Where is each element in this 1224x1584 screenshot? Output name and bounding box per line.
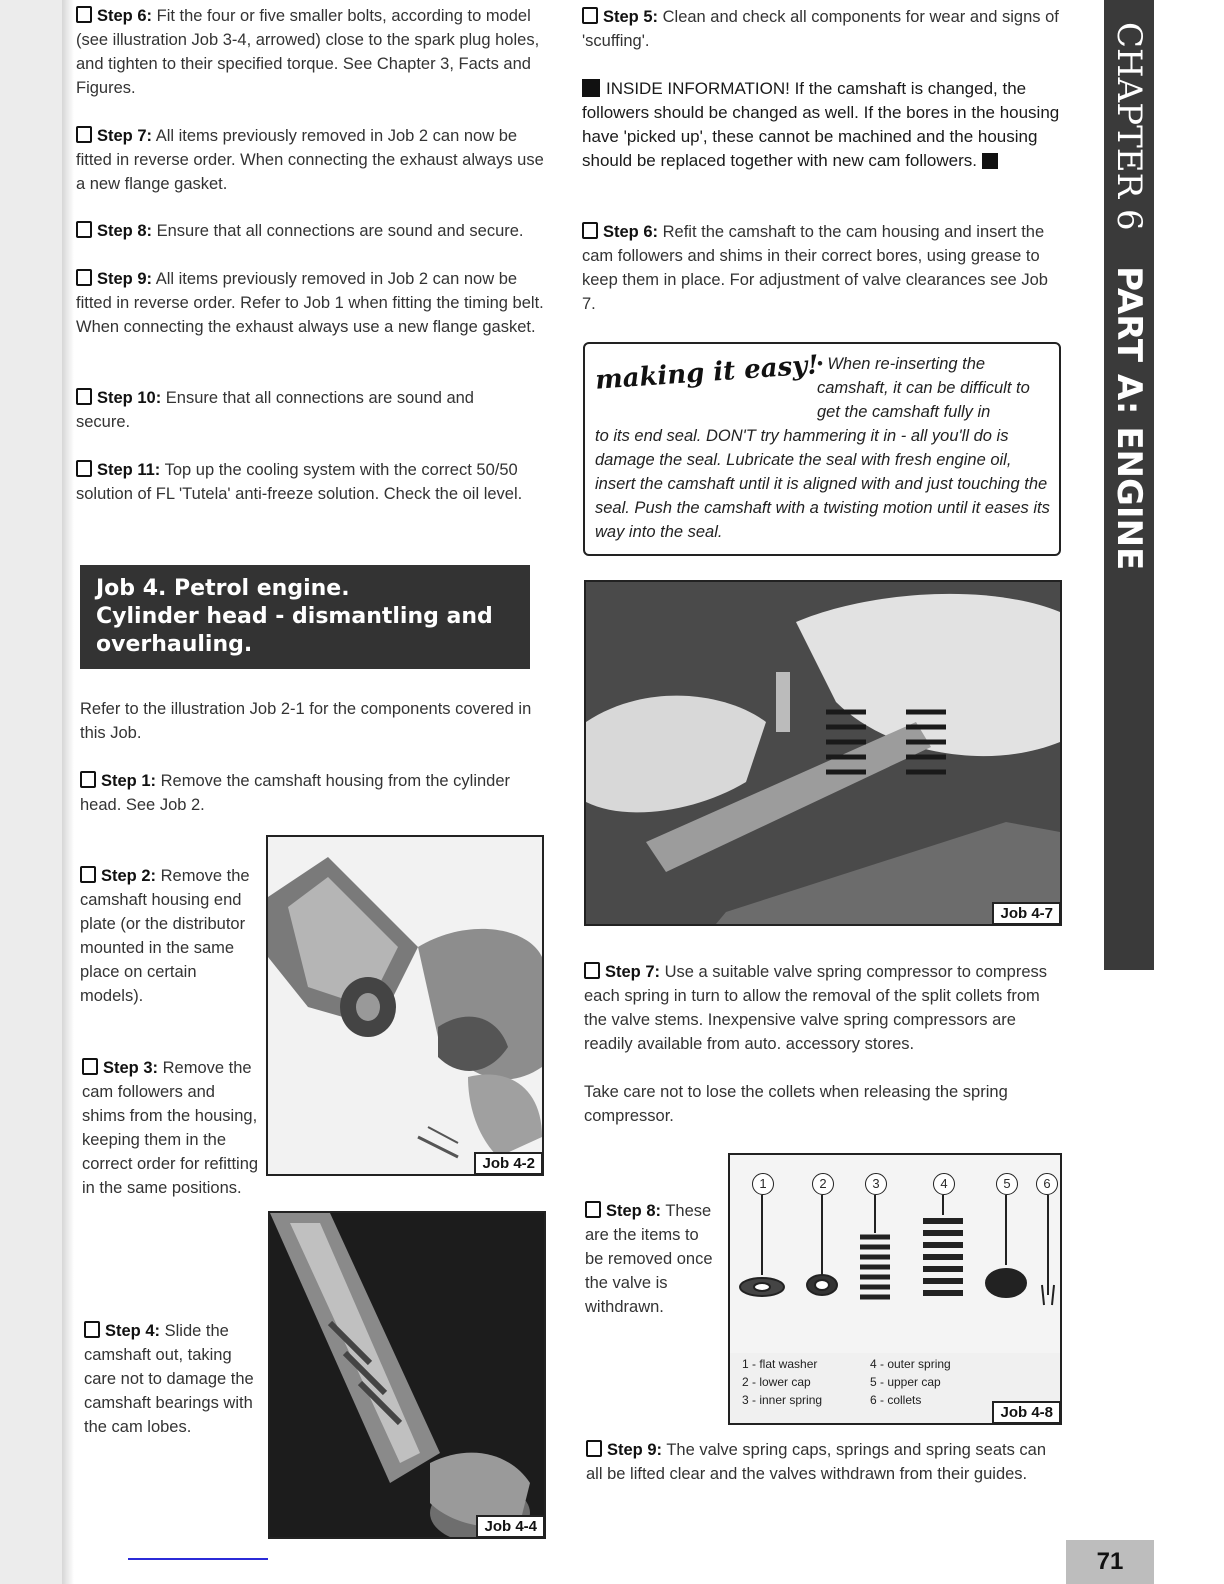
step-label: Step 3: bbox=[103, 1059, 159, 1077]
checkbox-icon bbox=[80, 866, 96, 883]
step-text: Remove the cam followers and shims from the housing, keeping them in the correct order for refitting in the same positions. bbox=[82, 1059, 259, 1197]
step-label: Step 10: bbox=[97, 389, 162, 407]
footer-rule bbox=[128, 1558, 268, 1560]
step-6-paragraph bbox=[76, 4, 546, 100]
item-number-badge: 4 bbox=[933, 1173, 955, 1195]
item-number-badge: 6 bbox=[1036, 1173, 1058, 1195]
step-text: Refit the camshaft to the cam housing and insert the cam followers and shims in their correct bores, using grease to keep them in place. For adjustment of valve clearances see Job 7. bbox=[582, 223, 1048, 313]
legend-column-2 bbox=[870, 1355, 951, 1409]
step-label: Step 6: bbox=[97, 7, 153, 25]
checkbox-icon bbox=[585, 1201, 601, 1218]
step-text: All items previously removed in Job 2 can now be fitted in reverse order. When connecting the exhaust always use a new flange gasket. bbox=[76, 127, 544, 193]
photo-caption: Job 4-4 bbox=[476, 1515, 545, 1538]
step-label: Step 9: bbox=[607, 1441, 663, 1459]
checkbox-icon bbox=[80, 771, 96, 788]
legend-item: 3 - inner spring bbox=[742, 1393, 823, 1407]
item-number-row bbox=[730, 1155, 1060, 1195]
right-step-8 bbox=[585, 1199, 713, 1319]
checkbox-icon bbox=[84, 1321, 100, 1338]
job-4-intro: Refer to the illustration Job 2-1 for the components covered in this Job. bbox=[80, 700, 532, 742]
step-text: Top up the cooling system with the correct 50/50 solution of FL 'Tutela' anti-freeze solution. Check the oil level. bbox=[76, 461, 523, 503]
job-4-heading bbox=[80, 565, 530, 669]
checkbox-icon bbox=[76, 126, 92, 143]
item-number-badge: 2 bbox=[812, 1173, 834, 1195]
step-label: Step 8: bbox=[97, 222, 153, 240]
photo-job-4-4 bbox=[268, 1211, 546, 1539]
step-label: Step 7: bbox=[97, 127, 153, 145]
page-gutter bbox=[0, 0, 62, 1584]
step-label: Step 9: bbox=[97, 270, 153, 288]
step-label: Step 5: bbox=[603, 8, 659, 26]
checkbox-icon bbox=[582, 222, 598, 239]
part-title: PART A: ENGINE bbox=[1109, 266, 1149, 571]
photo-job-4-8 bbox=[728, 1153, 1062, 1425]
right-step-5 bbox=[582, 5, 1060, 53]
checkbox-icon bbox=[76, 221, 92, 238]
info-end-icon bbox=[982, 153, 998, 169]
legend-item: 6 - collets bbox=[870, 1393, 922, 1407]
checkbox-icon bbox=[584, 962, 600, 979]
step-9-paragraph bbox=[76, 267, 546, 339]
step-label: Step 6: bbox=[603, 223, 659, 241]
checkbox-icon bbox=[82, 1058, 98, 1075]
job-4-step-3 bbox=[82, 1056, 260, 1200]
checkbox-icon bbox=[582, 7, 598, 24]
legend-item: 4 - outer spring bbox=[870, 1357, 951, 1371]
step-text: Remove the camshaft housing end plate (or the distributor mounted in the same place on certain models). bbox=[80, 867, 250, 1005]
care-note: Take care not to lose the collets when releasing the spring compressor. bbox=[584, 1083, 1008, 1125]
step-text: Use a suitable valve spring compressor to compress each spring in turn to allow the removal of the split collets from the valve stems. Inexpensive valve spring compressors are readily available from auto. accessory stores. bbox=[584, 963, 1048, 1053]
job-4-step-1 bbox=[80, 769, 540, 817]
step-text: Remove the camshaft housing from the cylinder head. See Job 2. bbox=[80, 772, 511, 814]
inside-information bbox=[582, 77, 1062, 173]
item-number-badge: 1 bbox=[752, 1173, 774, 1195]
heading-line: Cylinder head - dismantling and bbox=[96, 604, 493, 629]
valve-spring-compressor-illustration bbox=[586, 582, 1060, 924]
legend-column-1 bbox=[742, 1355, 822, 1409]
camshaft-housing-illustration bbox=[268, 837, 542, 1174]
making-it-easy-text-top: • When re-inserting the camshaft, it can be difficult to get the camshaft fully in bbox=[817, 355, 1030, 421]
step-text: Slide the camshaft out, taking care not to damage the camshaft bearings with the cam lobes. bbox=[84, 1322, 254, 1436]
step-label: Step 8: bbox=[606, 1202, 662, 1220]
heading-line: Job 4. Petrol engine. bbox=[96, 576, 350, 601]
info-icon bbox=[582, 79, 600, 97]
checkbox-icon bbox=[76, 460, 92, 477]
inside-info-text: INSIDE INFORMATION! If the camshaft is changed, the followers should be changed as well. If the bores in the housing have 'picked up', these cannot be machined and the housing should be replaced together with new cam followers. bbox=[582, 79, 1060, 170]
right-step-6 bbox=[582, 220, 1060, 316]
photo-job-4-7 bbox=[584, 580, 1062, 926]
step-11-paragraph bbox=[76, 458, 536, 506]
legend-item: 2 - lower cap bbox=[742, 1375, 811, 1389]
job-4-step-2 bbox=[80, 864, 260, 1008]
making-it-easy-box bbox=[583, 342, 1061, 556]
step-text: The valve spring caps, springs and spring seats can all be lifted clear and the valves withdrawn from their guides. bbox=[586, 1441, 1047, 1483]
step-text: Clean and check all components for wear and signs of 'scuffing'. bbox=[582, 8, 1059, 50]
step-10-paragraph bbox=[76, 386, 516, 434]
step-text: Ensure that all connections are sound and secure. bbox=[156, 222, 524, 240]
checkbox-icon bbox=[586, 1440, 602, 1457]
camshaft-removal-illustration bbox=[270, 1213, 544, 1537]
heading-line: overhauling. bbox=[96, 632, 253, 657]
page-number: 71 bbox=[1066, 1540, 1154, 1584]
photo-caption: Job 4-8 bbox=[992, 1401, 1061, 1424]
chapter-sidebar-label bbox=[1105, 22, 1153, 962]
step-text: All items previously removed in Job 2 can now be fitted in reverse order. Refer to Job 1 when fitting the timing belt. When connecting the exhaust always use a new flange gasket. bbox=[76, 270, 544, 336]
checkbox-icon bbox=[76, 269, 92, 286]
right-step-7 bbox=[584, 960, 1062, 1056]
making-it-easy-title: making it easy! bbox=[594, 350, 820, 396]
step-label: Step 7: bbox=[605, 963, 661, 981]
step-label: Step 11: bbox=[97, 461, 161, 479]
page-gutter-shadow bbox=[62, 0, 74, 1584]
item-number-badge: 3 bbox=[865, 1173, 887, 1195]
step-text: Fit the four or five smaller bolts, according to model (see illustration Job 3-4, arrowed) close to the spark plug holes, and tighten to their specified torque. See Chapter 3, Facts and Figures. bbox=[76, 7, 540, 97]
checkbox-icon bbox=[76, 388, 92, 405]
job-4-step-4 bbox=[84, 1319, 260, 1439]
checkbox-icon bbox=[76, 6, 92, 23]
making-it-easy-text-body: to its end seal. DON'T try hammering it in - all you'll do is damage the seal. Lubricate the seal with fresh engine oil, insert the camshaft until it is aligned with and just touching the seal. Push the camshaft with a twisting motion until it eases its way into the seal. bbox=[595, 427, 1050, 541]
step-label: Step 2: bbox=[101, 867, 157, 885]
photo-job-4-2 bbox=[266, 835, 544, 1176]
chapter-title: CHAPTER 6 bbox=[1109, 22, 1149, 231]
step-label: Step 4: bbox=[105, 1322, 161, 1340]
step-label: Step 1: bbox=[101, 772, 157, 790]
step-8-paragraph bbox=[76, 219, 546, 243]
item-number-badge: 5 bbox=[996, 1173, 1018, 1195]
step-7-paragraph bbox=[76, 124, 546, 196]
photo-caption: Job 4-2 bbox=[474, 1152, 543, 1175]
legend-item: 1 - flat washer bbox=[742, 1357, 818, 1371]
legend-item: 5 - upper cap bbox=[870, 1375, 941, 1389]
photo-caption: Job 4-7 bbox=[992, 902, 1061, 925]
step-text: These are the items to be removed once the valve is withdrawn. bbox=[585, 1202, 713, 1316]
step-text: Ensure that all connections are sound and secure. bbox=[76, 389, 474, 431]
right-step-9 bbox=[586, 1438, 1056, 1486]
